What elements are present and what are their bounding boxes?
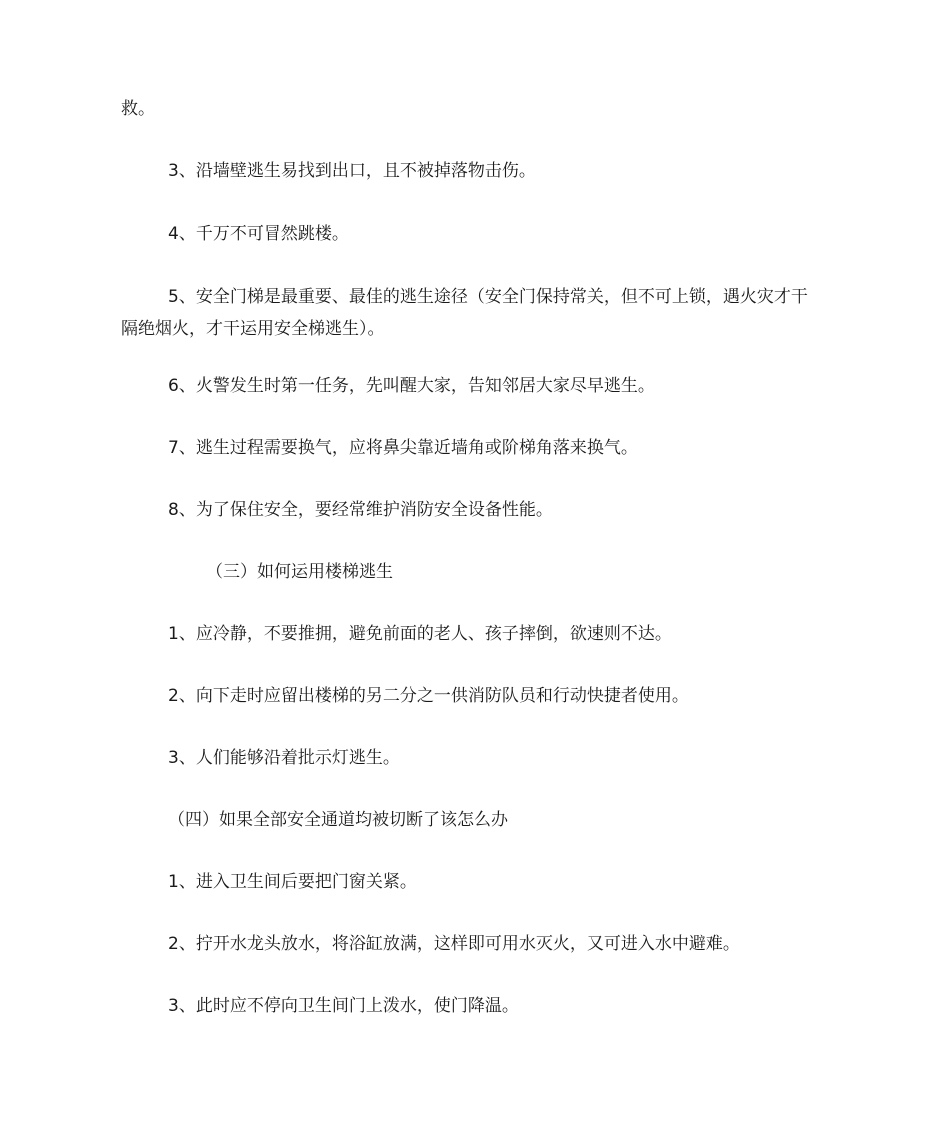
paragraph-item: 3、人们能够沿着批示灯逃生。 (168, 748, 400, 768)
paragraph-item: 6、火警发生时第一任务，先叫醒大家，告知邻居大家尽早逃生。 (168, 376, 655, 396)
paragraph-item: 3、沿墙壁逃生易找到出口，且不被掉落物击伤。 (168, 161, 536, 181)
paragraph-item: 2、拧开水龙头放水，将浴缸放满，这样即可用水灭火，又可进入水中避难。 (168, 934, 740, 954)
paragraph-item: 4、千万不可冒然跳楼。 (168, 224, 349, 244)
paragraph-item: 2、向下走时应留出楼梯的另二分之一供消防队员和行动快捷者使用。 (168, 686, 689, 706)
paragraph-item: 3、此时应不停向卫生间门上泼水，使门降温。 (168, 996, 519, 1016)
paragraph-item: 1、进入卫生间后要把门窗关紧。 (168, 872, 417, 892)
paragraph-item: 8、为了保住安全，要经常维护消防安全设备性能。 (168, 500, 553, 520)
paragraph-item: 1、应冷静，不要推拥，避免前面的老人、孩子摔倒，欲速则不达。 (168, 624, 672, 644)
section-heading: （三）如何运用楼梯逃生 (206, 562, 393, 582)
paragraph-item: 7、逃生过程需要换气，应将鼻尖靠近墙角或阶梯角落来换气。 (168, 438, 638, 458)
paragraph-item-wrapped: 5、安全门梯是最重要、最佳的逃生途径（安全门保持常关，但不可上锁，遇火灾才干隔绝烟火，才干运用安全梯逃生）。 (121, 287, 808, 339)
section-heading: （四）如果全部安全通道均被切断了该怎么办 (168, 810, 508, 830)
paragraph-continuation: 救。 (121, 99, 155, 119)
